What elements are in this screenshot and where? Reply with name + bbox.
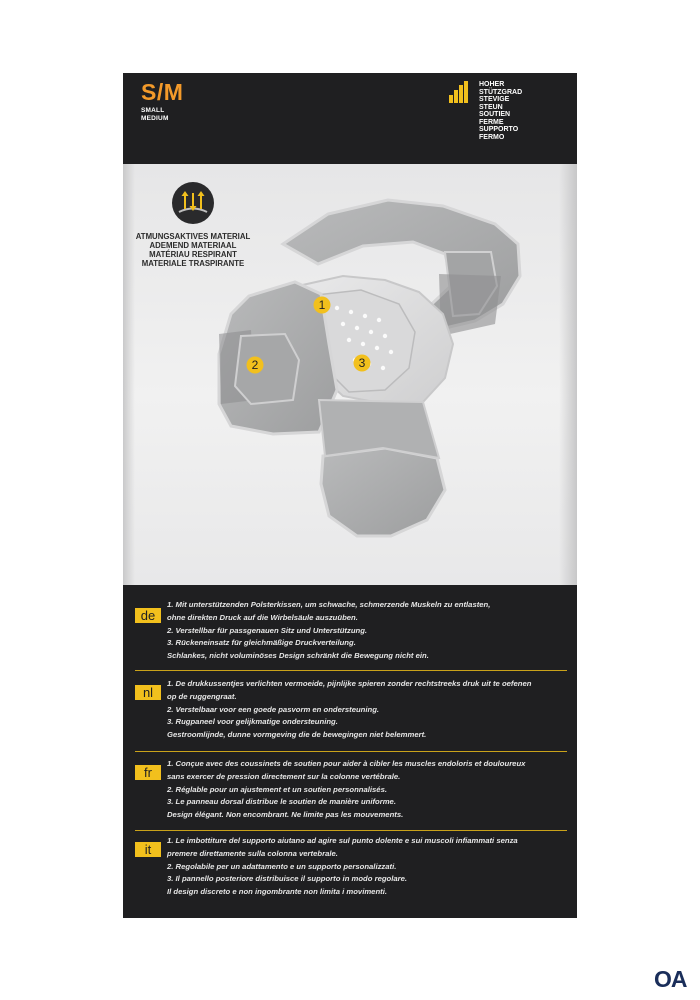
- callout-number: 3: [358, 356, 366, 370]
- support-label: FERME: [479, 118, 504, 126]
- lang-line: 2. Verstellbar für passgenauen Sitz und Unterstützung.: [167, 625, 368, 635]
- support-level-text: [479, 81, 522, 141]
- size-line-small: SMALL: [141, 107, 165, 114]
- lang-lines: [167, 758, 567, 822]
- support-level-icon: [449, 81, 469, 103]
- lang-line: 1. Le imbottiture del supporto aiutano ad agire sul punto dolente e sui muscoli infiammati senza: [167, 836, 518, 845]
- support-bar: [454, 90, 458, 103]
- size-label: S/M: [141, 79, 184, 105]
- support-bar: [449, 95, 453, 103]
- support-label: SOUTIEN: [479, 111, 511, 118]
- product-photo-area: [123, 164, 577, 585]
- support-bar: [459, 85, 463, 103]
- lang-line: 3. Le panneau dorsal distribue le soutien de manière uniforme.: [167, 797, 396, 807]
- header-band: [123, 73, 577, 164]
- lang-line: Il design discreto e non ingombrante non limita i movimenti.: [167, 887, 387, 897]
- callout-marker: [354, 355, 371, 372]
- lang-line: op de ruggengraat.: [167, 691, 237, 701]
- lang-line: 2. Réglable pour un ajustement et un soutien personnalisés.: [167, 784, 387, 794]
- support-label: STEUN: [479, 103, 503, 111]
- lang-lines: [167, 678, 567, 742]
- oa-logo: OA: [654, 966, 687, 992]
- lang-line: 3. Il pannello posteriore distribuisce il supporto in modo regolare.: [167, 874, 408, 884]
- lang-lines: [167, 835, 567, 899]
- lang-line: Gestroomlijnde, dunne vormgeving die de bewegingen niet belemmert.: [167, 730, 427, 740]
- callout-number: 1: [318, 298, 326, 312]
- support-label: STÜTZGRAD: [479, 88, 523, 96]
- lang-line: 1. De drukkussentjes verlichten vermoeide, pijnlijke spieren zonder rechtstreeks druk uit te oefenen: [167, 679, 532, 688]
- lang-line: Design élégant. Non encombrant. Ne limite pas les mouvements.: [167, 810, 404, 820]
- support-label: FERMO: [479, 133, 505, 141]
- lang-line: 3. Rückeneinsatz für gleichmäßige Druckverteilung.: [167, 638, 356, 648]
- lang-line: 2. Verstelbaar voor een goede pasvorm en ondersteuning.: [167, 704, 380, 714]
- feature-line: MATÉRIAU RESPIRANT: [149, 250, 237, 259]
- lang-line: ohne direkten Druck auf die Wirbelsäule auszuüben.: [167, 612, 358, 622]
- support-label: STEVIGE: [479, 96, 510, 103]
- packaging-back: [123, 73, 577, 918]
- size-line-medium: MEDIUM: [141, 115, 169, 122]
- lang-line: 1. Conçue avec des coussinets de soutien pour aider à cibler les muscles endoloris et douloureux: [167, 759, 526, 768]
- lang-lines: [167, 599, 567, 663]
- lang-tag: it: [135, 842, 161, 857]
- lang-line: 2. Regolabile per un adattamento e un supporto personalizzati.: [167, 861, 397, 871]
- lang-line: 3. Rugpaneel voor gelijkmatige ondersteuning.: [167, 717, 338, 727]
- support-label: HOHER: [479, 81, 505, 88]
- feature-line: ATMUNGSAKTIVES MATERIAL: [135, 232, 251, 241]
- support-label: SUPPORTO: [479, 126, 519, 133]
- divider: [135, 670, 567, 671]
- lang-tag: fr: [135, 765, 161, 780]
- lang-line: 1. Mit unterstützenden Polsterkissen, um schwache, schmerzende Muskeln zu entlasten,: [167, 600, 491, 609]
- divider: [135, 830, 567, 831]
- back-brace-illustration: [123, 164, 577, 585]
- callout-number: 2: [251, 358, 259, 372]
- lang-line: sans exercer de pression directement sur la colonne vertébrale.: [167, 771, 401, 781]
- callout-marker: [247, 357, 264, 374]
- callout-marker: [314, 297, 331, 314]
- support-bar: [464, 81, 468, 103]
- lang-tag: de: [135, 608, 161, 623]
- divider: [135, 751, 567, 752]
- feature-line: MATERIALE TRASPIRANTE: [141, 259, 245, 268]
- lang-line: premere direttamente sulla colonna vertebrale.: [167, 848, 338, 858]
- lang-line: Schlankes, nicht voluminöses Design schränkt die Bewegung nicht ein.: [167, 651, 429, 661]
- language-descriptions: [123, 585, 577, 918]
- feature-line: ADEMEND MATERIAAL: [149, 241, 237, 250]
- lang-tag: nl: [135, 685, 161, 700]
